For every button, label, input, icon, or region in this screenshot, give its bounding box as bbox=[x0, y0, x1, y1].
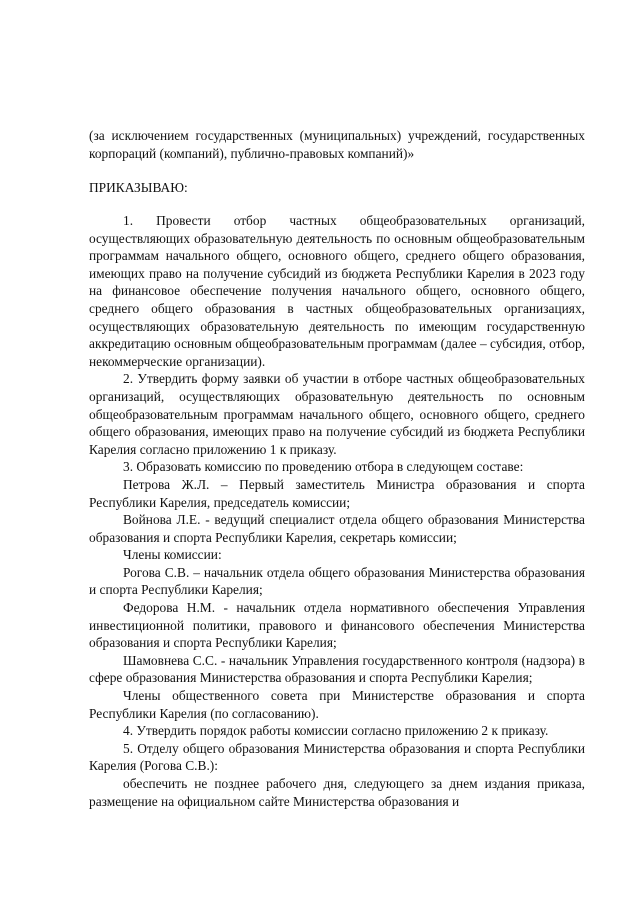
member-chair: Петрова Ж.Л. – Первый заместитель Министра образования и спорта Республики Карелия, председатель комиссии; bbox=[89, 476, 585, 510]
paragraph-2: 2. Утвердить форму заявки об участии в отборе частных общеобразовательных организаций, осуществляющих образовательную деятельность по основным общеобразовательным программам начального общего, основного общего, среднего общего образования, имеющих право на получение субсидий из бюджета Республики Карелия согласно приложению 1 к приказу. bbox=[89, 371, 585, 457]
member-public-council: Члены общественного совета при Министерстве образования и спорта Республики Карелия (по согласованию). bbox=[89, 688, 585, 721]
order-body bbox=[89, 212, 585, 810]
paragraph-5: 5. Отделу общего образования Министерства образования и спорта Республики Карелия (Рогова С.В.): bbox=[89, 740, 585, 774]
intro-paragraph: (за исключением государственных (муниципальных) учреждений, государственных корпораций (компаний), публично-правовых компаний)» bbox=[89, 128, 585, 161]
order-heading: ПРИКАЗЫВАЮ: bbox=[89, 180, 188, 195]
paragraph-4: 4. Утвердить порядок работы комиссии согласно приложению 2 к приказу. bbox=[123, 723, 549, 739]
paragraph-1: 1. Провести отбор частных общеобразовательных организаций, осуществляющих образовательную деятельность по основным общеобразовательным программам начального общего, основного общего, среднего общего образования, имеющих право на получение субсидий из бюджета Республики Карелия в 2023 году на финансовое обеспечение получения начального общего, основного общего, среднего общего образования в частных общеобразовательных организациях, осуществляющих образовательную деятельность по имеющим государственную аккредитацию основным общеобразовательным программам (далее – субсидия, отбор, некоммерческие организации). bbox=[89, 213, 585, 369]
member-rogova: Рогова С.В. – начальник отдела общего образования Министерства образования и спорта Республики Карелия; bbox=[89, 564, 585, 598]
member-shamovneva: Шамовнева С.С. - начальник Управления государственного контроля (надзора) в сфере образования Министерства образования и спорта Республики Карелия; bbox=[89, 652, 585, 686]
intro-text bbox=[89, 127, 585, 162]
paragraph-3: 3. Образовать комиссию по проведению отбора в следующем составе: bbox=[123, 459, 524, 475]
members-heading: Члены комиссии: bbox=[123, 547, 222, 563]
member-fedorova: Федорова Н.М. - начальник отдела нормативного обеспечения Управления инвестиционной политики, правового и финансового обеспечения Министерства образования и спорта Республики Карелия; bbox=[89, 600, 585, 651]
paragraph-5-item: обеспечить не позднее рабочего дня, следующего за днем издания приказа, размещение на официальном сайте Министерства образования и bbox=[89, 776, 585, 809]
member-secretary: Войнова Л.Е. - ведущий специалист отдела общего образования Министерства образования и спорта Республики Карелия, секретарь комиссии; bbox=[89, 512, 585, 545]
